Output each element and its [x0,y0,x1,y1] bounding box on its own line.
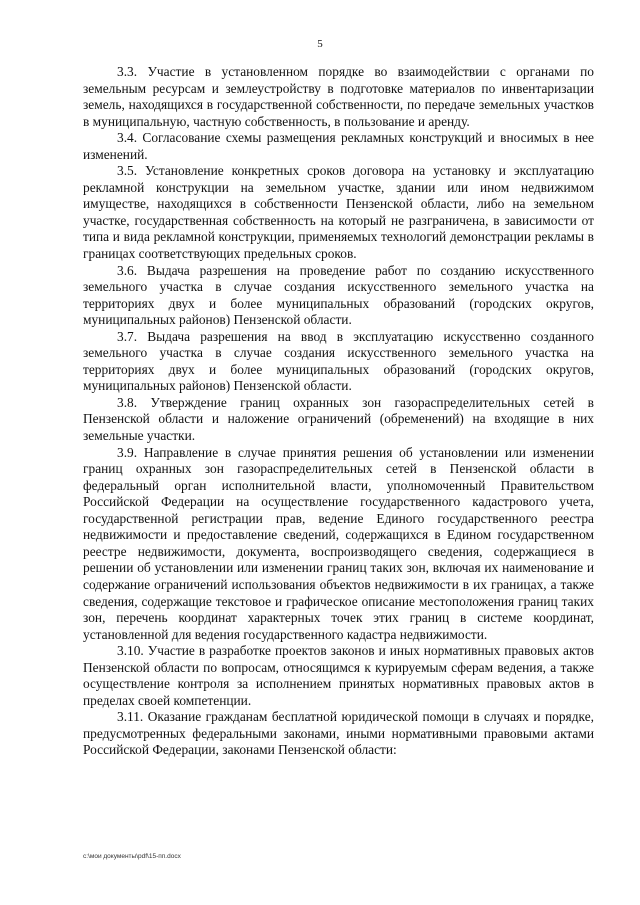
paragraph-3-7: 3.7. Выдача разрешения на ввод в эксплуатацию искусственно созданного земельного участка в случае создания искусственного земельного участка на территориях двух и более муниципальных образований (городских округов, муниципальных районов) Пензенской области. [83,328,594,394]
paragraph-3-11: 3.11. Оказание гражданам бесплатной юридической помощи в случаях и порядке, предусмотренных федеральными законами, иными нормативными правовыми актами Российской Федерации, законами Пензенской области: [83,709,594,758]
paragraph-3-8: 3.8. Утверждение границ охранных зон газораспределительных сетей в Пензенской области и наложение ограничений (обременений) на входящие в них земельные участки. [83,394,594,444]
paragraph-3-10: 3.10. Участие в разработке проектов законов и иных нормативных правовых актов Пензенской области по вопросам, относящимся к курируемым сферам ведения, а также осуществление контроля за исполнением принятых нормативных правовых актов в пределах своей компетенции. [83,643,594,708]
paragraph-3-6: 3.6. Выдача разрешения на проведение работ по созданию искусственного земельного участка в случае создания искусственного земельного участка на территориях двух и более муниципальных образований (городских округов, муниципальных районов) Пензенской области. [83,262,594,328]
paragraph-3-3: 3.3. Участие в установленном порядке во взаимодействии с органами по земельным ресурсам и землеустройству в подготовке материалов по инвентаризации земель, находящихся в государственной собственности, по передаче земельных участков в муниципальную, частную собственность, в пользование и аренду. [83,64,594,129]
page-number: 5 [317,38,323,50]
paragraph-3-9: 3.9. Направление в случае принятия решения об установлении или изменении границ охранных зон газораспределительных сетей в Пензенской области в федеральный орган исполнительной власти, уполномоченный Правительством Российской Федерации на осуществление государственного кадастрового учета, государственной регистрации прав, ведение Единого государственного реестра недвижимости и предоставление сведений, содержащихся в Едином государственном реестре недвижимости, документа, воспроизводящего сведения, содержащиеся в решении об установлении или изменении границ таких зон, включая их наименование и содержание ограничений использования объектов недвижимости в их границах, а также сведения, содержащие текстовое и графическое описание местоположения границ таких зон, перечень координат характерных точек этих границ в системе координат, установленной для ведения государственного кадастра недвижимости. [83,444,594,642]
footer-file-path: c:\мои документы\pdf\15-пп.docx [83,853,181,860]
paragraph-3-5: 3.5. Установление конкретных сроков договора на установку и эксплуатацию рекламной конструкции на земельном участке, здании или ином недвижимом имуществе, находящихся в собственности Пензенской области, либо на земельном участке, государственная собственность на который не разграничена, в зависимости от типа и вида рекламной конструкции, применяемых технологий демонстрации рекламы в границах соответствующих предельных сроков. [83,163,594,262]
paragraph-3-4: 3.4. Согласование схемы размещения рекламных конструкций и вносимых в нее изменений. [83,130,594,162]
document-body [83,64,594,759]
